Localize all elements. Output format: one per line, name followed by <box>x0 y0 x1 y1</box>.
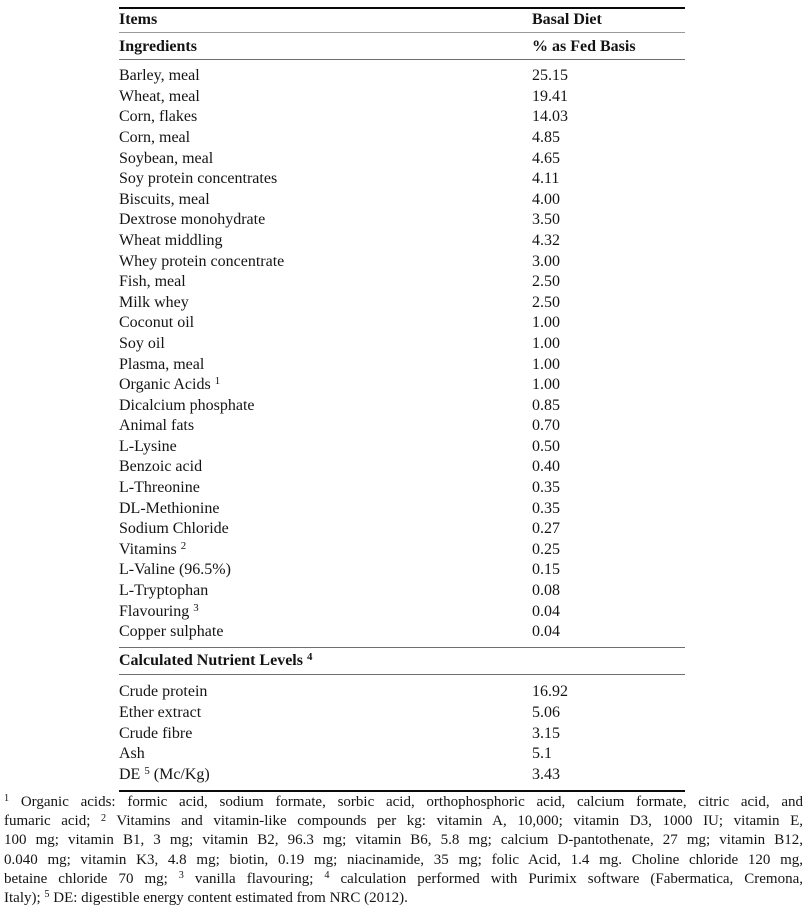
table-row <box>119 293 685 314</box>
calculated-nutrient-levels-header: Calculated Nutrient Levels $^4$ <box>119 650 313 669</box>
row-value: 0.25 <box>532 540 560 558</box>
table-row <box>119 765 685 792</box>
row-value: 3.50 <box>532 211 560 229</box>
table-row <box>119 744 685 765</box>
row-value: 2.50 <box>532 273 560 291</box>
row-value: 4.11 <box>532 170 560 188</box>
row-value: 16.92 <box>532 683 568 701</box>
footnote-line: Italy); $^5$ DE: digestible energy content estimated from NRC (2012). <box>4 889 408 907</box>
row-value: 0.50 <box>532 437 560 455</box>
table-row <box>119 416 685 437</box>
row-value: 4.85 <box>532 128 560 146</box>
table-row <box>119 231 685 252</box>
table-row <box>119 149 685 170</box>
table-row <box>119 457 685 478</box>
row-label: Ether extract <box>119 704 202 721</box>
row-value: 5.1 <box>532 745 552 763</box>
table-row <box>119 375 685 396</box>
row-value: 4.65 <box>532 149 560 167</box>
footnote-line: 100 mg; vitamin B1, 3 mg; vitamin B2, 96.3 mg; vitamin B6, 5.8 mg; calcium D-pantothenate, 27 mg; vitamin B12, <box>4 832 803 849</box>
row-value: 1.00 <box>532 355 560 373</box>
row-label: Biscuits, meal <box>119 190 210 208</box>
table-row <box>119 540 685 561</box>
footnote-line: 0.040 mg; vitamin K3, 4.8 mg; biotin, 0.19 mg; niacinamide, 35 mg; folic Acid, 1.4 mg. Choline chloride 120 mg, <box>4 851 803 868</box>
row-label: Soybean, meal <box>119 149 214 167</box>
row-value: 0.04 <box>532 602 560 620</box>
table-row <box>119 169 685 190</box>
row-label: Animal fats <box>119 417 195 435</box>
table-row <box>119 499 685 520</box>
row-value: 0.70 <box>532 417 560 435</box>
row-label: DE $^5$ (Mc/Kg) <box>119 764 210 783</box>
row-value: 0.85 <box>532 396 560 414</box>
row-value: 3.00 <box>532 252 560 270</box>
table-row <box>119 87 685 108</box>
row-value: 0.35 <box>532 499 560 517</box>
row-label: L-Tryptophan <box>119 582 209 600</box>
row-value: 5.06 <box>532 704 560 721</box>
nutrient-section-header <box>119 647 685 675</box>
header-basal-diet: Basal Diet <box>532 8 685 32</box>
table-row <box>119 128 685 149</box>
row-label: Barley, meal <box>119 67 200 85</box>
table-row <box>119 675 685 703</box>
row-value: 2.50 <box>532 293 560 311</box>
row-value: 1.00 <box>532 314 560 332</box>
row-value: 1.00 <box>532 334 560 352</box>
row-value: 0.04 <box>532 623 560 641</box>
table-row <box>119 703 685 724</box>
row-label: Benzoic acid <box>119 458 203 476</box>
row-label: Wheat middling <box>119 231 223 249</box>
row-label: Crude fibre <box>119 724 193 742</box>
nutrient-rows <box>119 675 685 791</box>
table-row <box>119 396 685 417</box>
table-row <box>119 560 685 581</box>
row-label: Plasma, meal <box>119 355 205 373</box>
table-row <box>119 272 685 293</box>
table-row <box>119 478 685 499</box>
table-row <box>119 602 685 623</box>
row-value: 3.43 <box>532 765 560 783</box>
row-label: DL-Methionine <box>119 499 220 517</box>
row-value: 19.41 <box>532 87 568 105</box>
row-label: Corn, flakes <box>119 108 198 126</box>
section-header-row <box>119 647 685 675</box>
row-value: 0.15 <box>532 561 560 579</box>
row-label: Corn, meal <box>119 128 191 146</box>
table-row <box>119 107 685 128</box>
table-row <box>119 60 685 87</box>
row-label: Organic Acids $^1$ <box>119 375 221 394</box>
row-value: 14.03 <box>532 108 568 126</box>
row-label: Soy oil <box>119 334 165 352</box>
header-items: Items <box>119 8 532 32</box>
subheader-ingredients: Ingredients <box>119 32 532 60</box>
table-row <box>119 210 685 231</box>
row-label: Flavouring $^3$ <box>119 601 199 620</box>
row-value: 0.35 <box>532 479 560 497</box>
table-row <box>119 190 685 211</box>
row-label: Coconut oil <box>119 314 195 332</box>
row-label: Sodium Chloride <box>119 520 229 538</box>
row-label: Milk whey <box>119 293 189 311</box>
row-value: 4.00 <box>532 190 560 208</box>
ingredients-rows <box>119 60 685 648</box>
row-label: Dicalcium phosphate <box>119 396 255 414</box>
footnote-line: betaine chloride 70 mg; $^3$ vanilla flavouring; $^4$ calculation performed with Purimix software (Fabermatica, Cremona, <box>4 870 804 887</box>
row-value: 0.27 <box>532 520 560 538</box>
table-row <box>119 519 685 540</box>
row-value: 4.32 <box>532 231 560 249</box>
row-label: Wheat, meal <box>119 87 200 105</box>
row-label: Dextrose monohydrate <box>119 211 266 229</box>
row-label: Crude protein <box>119 683 208 701</box>
basal-diet-table <box>119 7 685 792</box>
table-row <box>119 437 685 458</box>
table-row <box>119 334 685 355</box>
row-label: Fish, meal <box>119 273 186 291</box>
table-row <box>119 622 685 647</box>
row-value: 0.08 <box>532 582 560 600</box>
row-label: Whey protein concentrate <box>119 252 285 270</box>
row-label: L-Valine (96.5%) <box>119 561 231 579</box>
table-row <box>119 355 685 376</box>
row-value: 1.00 <box>532 376 560 394</box>
row-value: 25.15 <box>532 67 568 85</box>
row-value: 3.15 <box>532 724 560 742</box>
table-footnotes <box>4 793 803 908</box>
table-row <box>119 252 685 273</box>
row-label: L-Lysine <box>119 437 177 455</box>
subheader-percent-fed-basis: % as Fed Basis <box>532 32 685 60</box>
table-header-row <box>119 8 685 32</box>
footnote-line: fumaric acid; $^2$ Vitamins and vitamin-like compounds per kg: vitamin A, 10,000; vitamin D3, 1000 IU; vitamin E, <box>4 812 803 830</box>
row-label: L-Threonine <box>119 479 200 497</box>
table-subheader-row <box>119 32 685 60</box>
row-label: Vitamins $^2$ <box>119 539 187 558</box>
row-label: Soy protein concentrates <box>119 170 278 188</box>
table-row <box>119 313 685 334</box>
row-label: Copper sulphate <box>119 623 224 641</box>
table-row <box>119 581 685 602</box>
table-head <box>119 8 685 60</box>
table-row <box>119 724 685 745</box>
row-label: Ash <box>119 745 145 763</box>
row-value: 0.40 <box>532 458 560 476</box>
footnote-line: $^1$ Organic acids: formic acid, sodium formate, sorbic acid, orthophosphoric acid, calcium formate, citric acid, and <box>4 793 803 810</box>
